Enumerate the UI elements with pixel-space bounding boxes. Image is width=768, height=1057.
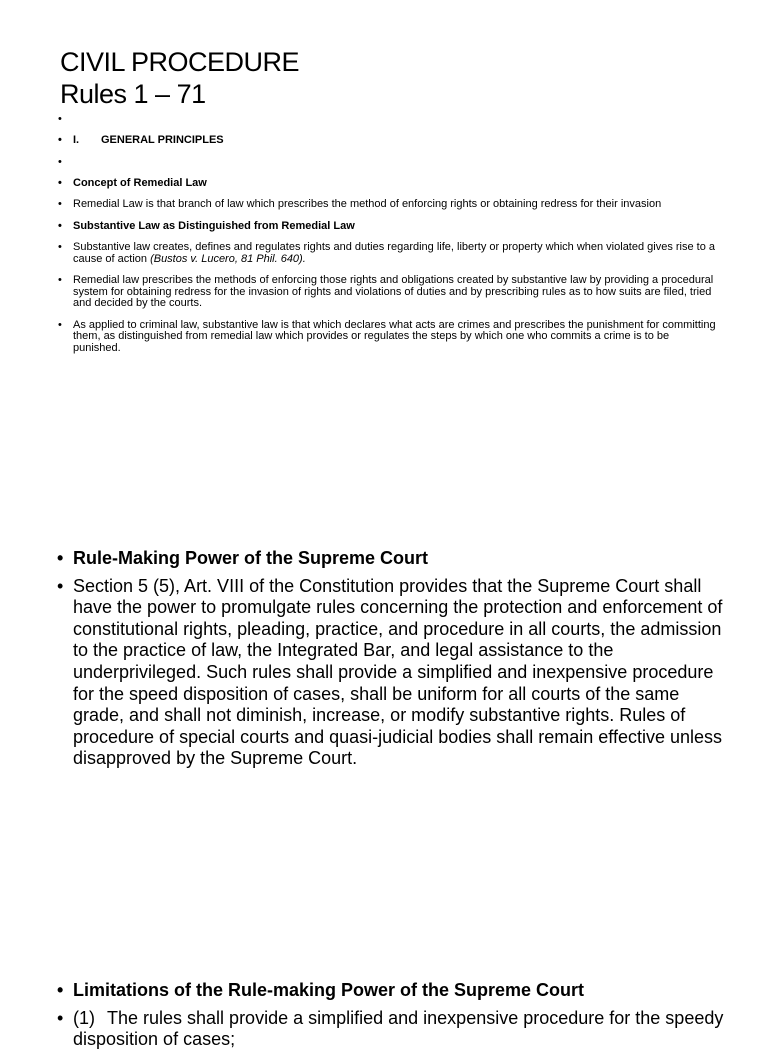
principles-list — [56, 114, 716, 364]
slide-general-principles — [0, 0, 768, 512]
limitation-number: (1) — [73, 1007, 95, 1028]
concept-remedial-law-heading: • Concept of Remedial Law — [56, 178, 716, 190]
document-title — [60, 46, 299, 110]
remedial-law-definition: • Remedial Law is that branch of law which prescribes the method of enforcing rights or obtaining redress for their invasion — [56, 199, 716, 211]
title-line-2: Rules 1 – 71 — [60, 79, 206, 109]
limitation-item-1 — [56, 1008, 726, 1051]
criminal-law-application: • As applied to criminal law, substantive law is that which declares what acts are crimes and prescribes the punishment for committing them, as distinguished from remedial law which provides or regulates the steps by which one who commits a crime is to be punished. — [56, 320, 716, 355]
section-heading-text: GENERAL PRINCIPLES — [101, 134, 224, 146]
section-heading-general-principles — [56, 135, 716, 147]
blank-bullet — [56, 157, 716, 168]
substantive-law-text: Substantive law creates, defines and regulates rights and duties regarding life, liberty or property which when violated gives rise to a cause of action — [73, 241, 716, 265]
remedial-law-methods: • Remedial law prescribes the methods of enforcing those rights and obligations created by substantive law by providing a procedural system for obtaining redress for the invasion of rights and violations of duties and by prescribing rules as to how suits are filed, tried and decided by the courts. — [56, 275, 716, 310]
case-citation: (Bustos v. Lucero, 81 Phil. 640). — [150, 252, 306, 265]
title-line-1: CIVIL PROCEDURE — [60, 47, 300, 77]
limitations-heading: • Limitations of the Rule-making Power of the Supreme Court — [56, 980, 726, 1002]
rule-making-power-heading: • Rule-Making Power of the Supreme Court — [56, 548, 726, 570]
blank-bullet — [56, 114, 716, 125]
slide-rule-making-power — [0, 512, 768, 1050]
section-5-text: • Section 5 (5), Art. VIII of the Constitution provides that the Supreme Court shall have the power to promulgate rules concerning the protection and enforcement of constitutional rights, pleading, practice, and procedure in all courts, the admission to the practice of law, the Integrated Bar, and legal assistance to the underprivileged. Such rules shall provide a simplified and inexpensive procedure for the speed disposition of cases, shall be uniform for all courts of the same grade, and shall not diminish, increase, or modify substantive rights. Rules of procedure of special courts and quasi-judicial bodies shall remain effective unless disapproved by the Supreme Court. — [56, 576, 726, 770]
section-number: I. — [73, 134, 80, 146]
limitations-list — [56, 980, 726, 1057]
substantive-law-definition — [56, 242, 716, 265]
substantive-vs-remedial-heading: • Substantive Law as Distinguished from Remedial Law — [56, 221, 716, 233]
limitation-text: The rules shall provide a simplified and inexpensive procedure for the speedy disposition of cases; — [73, 1007, 724, 1050]
rule-making-list — [56, 548, 726, 776]
